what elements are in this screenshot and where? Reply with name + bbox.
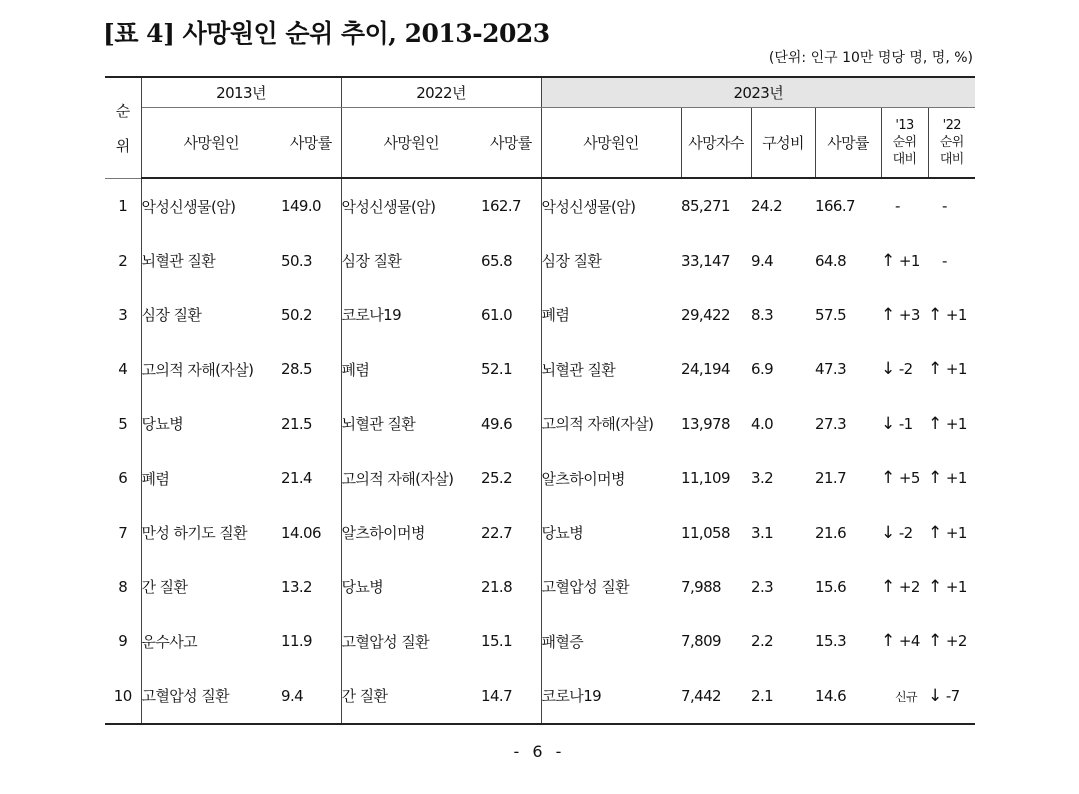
rate-2022-cell: 52.1 bbox=[481, 342, 541, 396]
share-2023-cell: 2.1 bbox=[751, 686, 774, 705]
rank-cell: 1 bbox=[105, 178, 141, 233]
deaths-2023-cell: 85,271 bbox=[681, 197, 730, 216]
rank-header-line2: 위 bbox=[115, 136, 130, 155]
rank-cell: 6 bbox=[105, 451, 141, 505]
rank-change-vs-2022-cell bbox=[928, 614, 975, 668]
rank-change-vs-2013-cell bbox=[881, 342, 928, 396]
cause-2022-cell: 고의적 자해(자살) bbox=[341, 469, 454, 488]
rate-2023-cell: 14.6 bbox=[815, 686, 847, 705]
cause-2023-cell: 폐렴 bbox=[541, 306, 570, 325]
share-2023-cell: 24.2 bbox=[751, 197, 783, 216]
table-row bbox=[105, 614, 975, 668]
deaths-2023-cell: 29,422 bbox=[681, 305, 730, 324]
rank-cell: 5 bbox=[105, 397, 141, 451]
cause-2023-cell: 당뇨병 bbox=[541, 524, 584, 543]
rank-cell: 4 bbox=[105, 342, 141, 396]
share-2023-cell: 3.2 bbox=[751, 469, 774, 488]
rank-change-arrow-icon: ↑ bbox=[928, 576, 942, 597]
rank-change-value: 신규 bbox=[895, 689, 918, 704]
cause-2022-cell: 간 질환 bbox=[341, 687, 388, 706]
table-row bbox=[105, 342, 975, 396]
rank-change-vs-2013-cell bbox=[881, 233, 928, 287]
deaths-2023-cell: 7,442 bbox=[681, 686, 721, 705]
rank-change-vs-2013-cell bbox=[881, 288, 928, 342]
rank-change-value: +1 bbox=[945, 305, 967, 324]
deaths-2023-cell: 33,147 bbox=[681, 251, 730, 270]
rate-2023-cell: 47.3 bbox=[815, 360, 847, 379]
year-2013-header: 2013년 bbox=[141, 77, 341, 108]
rate-2023-cell: 57.5 bbox=[815, 305, 847, 324]
rate-2023-cell: 21.6 bbox=[815, 523, 847, 542]
cause-2022-cell: 고혈압성 질환 bbox=[341, 632, 430, 651]
rate-2013-cell: 21.4 bbox=[281, 451, 341, 505]
rank-change-arrow-icon: ↑ bbox=[881, 468, 895, 489]
cause-2022-cell: 뇌혈관 질환 bbox=[341, 415, 416, 434]
rate-2023-cell: 21.7 bbox=[815, 469, 847, 488]
deaths-2023-cell: 11,058 bbox=[681, 523, 730, 542]
rank-change-value: - bbox=[942, 251, 947, 270]
rate-2013-cell: 50.3 bbox=[281, 233, 341, 287]
death-cause-table bbox=[105, 76, 975, 725]
rank-change-value: +3 bbox=[898, 305, 920, 324]
year-2023-header: 2023년 bbox=[541, 77, 975, 108]
table-row bbox=[105, 178, 975, 233]
deaths-2023-cell: 11,109 bbox=[681, 469, 730, 488]
cause-2013-cell: 만성 하기도 질환 bbox=[141, 524, 248, 543]
share-2023-cell: 3.1 bbox=[751, 523, 774, 542]
rank-change-vs-2013-cell bbox=[881, 560, 928, 614]
rank-header-line1: 순 bbox=[115, 101, 130, 120]
rate-2022-cell: 25.2 bbox=[481, 451, 541, 505]
rank-cell: 10 bbox=[105, 669, 141, 724]
deaths-2023-cell: 7,988 bbox=[681, 577, 721, 596]
rank-change-vs-2013-cell bbox=[881, 669, 928, 724]
cause-2023-cell: 코로나19 bbox=[541, 687, 602, 706]
table-row bbox=[105, 560, 975, 614]
table-body bbox=[105, 178, 975, 724]
cause-2013-cell: 심장 질환 bbox=[141, 306, 202, 325]
cause-2013-cell: 악성신생물(암) bbox=[141, 197, 236, 216]
rank-cell: 7 bbox=[105, 505, 141, 559]
cause-2022-cell: 심장 질환 bbox=[341, 252, 402, 271]
rank-change-vs-2022-cell bbox=[928, 178, 975, 233]
rate-2023-cell: 15.3 bbox=[815, 632, 847, 651]
rate-2013-cell: 149.0 bbox=[281, 178, 341, 233]
cause-2013-cell: 간 질환 bbox=[141, 578, 188, 597]
rank-change-value: +1 bbox=[945, 360, 967, 379]
table-row bbox=[105, 505, 975, 559]
rank-change-value: -1 bbox=[898, 414, 913, 433]
rate-2022-cell: 61.0 bbox=[481, 288, 541, 342]
rate-2013-cell: 13.2 bbox=[281, 560, 341, 614]
table-row bbox=[105, 397, 975, 451]
share-2023-cell: 6.9 bbox=[751, 360, 774, 379]
rank-change-vs-2013-cell bbox=[881, 451, 928, 505]
rank-change-vs-2022-cell bbox=[928, 560, 975, 614]
rank-change-value: +1 bbox=[898, 251, 920, 270]
rate-2023-cell: 27.3 bbox=[815, 414, 847, 433]
rank-change-vs-2013-cell bbox=[881, 505, 928, 559]
deaths-2023-cell: 7,809 bbox=[681, 632, 721, 651]
cause-2022-cell: 폐렴 bbox=[341, 360, 370, 379]
rank-change-arrow-icon: ↑ bbox=[928, 359, 942, 380]
rank-change-arrow-icon: ↑ bbox=[928, 413, 942, 434]
rate-2022-cell: 14.7 bbox=[481, 669, 541, 724]
rank-change-arrow-icon: ↑ bbox=[881, 576, 895, 597]
cause-2022-cell: 당뇨병 bbox=[341, 578, 384, 597]
rank-change-vs-2022-cell bbox=[928, 288, 975, 342]
rate-2013-cell: 28.5 bbox=[281, 342, 341, 396]
rate-2023-header: 사망률 bbox=[815, 108, 881, 179]
rank-change-value: - bbox=[942, 197, 947, 216]
rank-change-value: +2 bbox=[898, 577, 920, 596]
rank-change-value: +1 bbox=[945, 414, 967, 433]
cause-2013-cell: 고의적 자해(자살) bbox=[141, 360, 254, 379]
rank-cell: 2 bbox=[105, 233, 141, 287]
rank-change-arrow-icon: ↓ bbox=[881, 359, 895, 380]
rate-2022-cell: 65.8 bbox=[481, 233, 541, 287]
rank-change-vs-2022-cell bbox=[928, 451, 975, 505]
vs-2022-header-line1: '22 bbox=[942, 118, 961, 133]
cause-2023-cell: 고혈압성 질환 bbox=[541, 578, 630, 597]
rate-2013-cell: 50.2 bbox=[281, 288, 341, 342]
rank-change-arrow-icon: ↑ bbox=[928, 304, 942, 325]
share-2023-cell: 9.4 bbox=[751, 251, 774, 270]
cause-2022-cell: 알츠하이머병 bbox=[341, 524, 425, 543]
year-2022-header: 2022년 bbox=[341, 77, 541, 108]
rate-2023-cell: 64.8 bbox=[815, 251, 847, 270]
rank-cell: 3 bbox=[105, 288, 141, 342]
cause-2022-cell: 악성신생물(암) bbox=[341, 197, 436, 216]
rate-2022-cell: 22.7 bbox=[481, 505, 541, 559]
rank-change-arrow-icon: ↓ bbox=[881, 522, 895, 543]
rank-change-vs-2013-cell bbox=[881, 614, 928, 668]
cause-2023-header: 사망원인 bbox=[541, 108, 681, 179]
rank-change-arrow-icon: ↓ bbox=[928, 685, 942, 706]
cause-2022-header: 사망원인 bbox=[341, 108, 481, 179]
deaths-2023-cell: 13,978 bbox=[681, 414, 730, 433]
deaths-2023-cell: 24,194 bbox=[681, 360, 730, 379]
cause-2013-cell: 고혈압성 질환 bbox=[141, 687, 230, 706]
deaths-2023-header: 사망자수 bbox=[681, 108, 751, 179]
rank-header bbox=[105, 77, 141, 178]
rank-change-arrow-icon: ↑ bbox=[881, 631, 895, 652]
table-title: [표 4] 사망원인 순위 추이, 2013-2023 bbox=[103, 19, 550, 48]
rank-change-arrow-icon: ↑ bbox=[928, 468, 942, 489]
vs-2013-header-line3: 대비 bbox=[892, 152, 917, 167]
rank-change-value: +5 bbox=[898, 469, 920, 488]
rate-2013-cell: 21.5 bbox=[281, 397, 341, 451]
vs-2022-header-line2: 순위 bbox=[939, 135, 964, 150]
unit-note: (단위: 인구 10만 명당 명, 명, %) bbox=[768, 50, 973, 66]
rank-change-vs-2022-cell bbox=[928, 397, 975, 451]
rank-change-value: +1 bbox=[945, 577, 967, 596]
cause-2023-cell: 패혈증 bbox=[541, 632, 584, 651]
rank-change-arrow-icon: ↑ bbox=[881, 304, 895, 325]
share-2023-header: 구성비 bbox=[751, 108, 815, 179]
rate-2013-cell: 14.06 bbox=[281, 505, 341, 559]
table-row bbox=[105, 288, 975, 342]
rate-2022-cell: 15.1 bbox=[481, 614, 541, 668]
cause-2013-cell: 당뇨병 bbox=[141, 415, 184, 434]
rank-cell: 9 bbox=[105, 614, 141, 668]
cause-2023-cell: 심장 질환 bbox=[541, 252, 602, 271]
vs-2013-header-line1: '13 bbox=[895, 118, 914, 133]
rank-change-value: -7 bbox=[945, 686, 960, 705]
share-2023-cell: 4.0 bbox=[751, 414, 774, 433]
cause-2013-cell: 운수사고 bbox=[141, 632, 198, 651]
rank-change-vs-2013-cell bbox=[881, 178, 928, 233]
rate-2022-cell: 162.7 bbox=[481, 178, 541, 233]
vs-2013-header bbox=[881, 108, 928, 179]
rank-change-value: - bbox=[895, 197, 900, 216]
rank-change-value: +1 bbox=[945, 469, 967, 488]
cause-2023-cell: 악성신생물(암) bbox=[541, 197, 636, 216]
vs-2022-header bbox=[928, 108, 975, 179]
rank-cell: 8 bbox=[105, 560, 141, 614]
rate-2022-header: 사망률 bbox=[481, 108, 541, 179]
rank-change-vs-2022-cell bbox=[928, 233, 975, 287]
rate-2023-cell: 166.7 bbox=[815, 197, 855, 216]
rank-change-value: +2 bbox=[945, 632, 967, 651]
cause-2013-cell: 뇌혈관 질환 bbox=[141, 252, 216, 271]
share-2023-cell: 8.3 bbox=[751, 305, 774, 324]
rank-change-arrow-icon: ↑ bbox=[928, 631, 942, 652]
rate-2022-cell: 21.8 bbox=[481, 560, 541, 614]
rank-change-vs-2013-cell bbox=[881, 397, 928, 451]
vs-2013-header-line2: 순위 bbox=[892, 135, 917, 150]
cause-2023-cell: 알츠하이머병 bbox=[541, 469, 625, 488]
rank-change-value: -2 bbox=[898, 523, 913, 542]
cause-2013-header: 사망원인 bbox=[141, 108, 281, 179]
rank-change-vs-2022-cell bbox=[928, 342, 975, 396]
rank-change-arrow-icon: ↑ bbox=[928, 522, 942, 543]
share-2023-cell: 2.2 bbox=[751, 632, 774, 651]
vs-2022-header-line3: 대비 bbox=[939, 152, 964, 167]
rank-change-arrow-icon: ↓ bbox=[881, 413, 895, 434]
rank-change-value: +4 bbox=[898, 632, 920, 651]
cause-2022-cell: 코로나19 bbox=[341, 306, 402, 325]
rate-2022-cell: 49.6 bbox=[481, 397, 541, 451]
rank-change-value: +1 bbox=[945, 523, 967, 542]
page-number: - 6 - bbox=[513, 742, 566, 761]
rank-change-vs-2022-cell bbox=[928, 505, 975, 559]
share-2023-cell: 2.3 bbox=[751, 577, 774, 596]
rate-2013-cell: 11.9 bbox=[281, 614, 341, 668]
table-row bbox=[105, 451, 975, 505]
table-row bbox=[105, 669, 975, 724]
rate-2013-cell: 9.4 bbox=[281, 669, 341, 724]
rate-2023-cell: 15.6 bbox=[815, 577, 847, 596]
cause-2023-cell: 뇌혈관 질환 bbox=[541, 360, 616, 379]
rate-2013-header: 사망률 bbox=[281, 108, 341, 179]
cause-2023-cell: 고의적 자해(자살) bbox=[541, 415, 654, 434]
rank-change-vs-2022-cell bbox=[928, 669, 975, 724]
rank-change-value: -2 bbox=[898, 360, 913, 379]
cause-2013-cell: 폐렴 bbox=[141, 469, 170, 488]
rank-change-arrow-icon: ↑ bbox=[881, 250, 895, 271]
table-row bbox=[105, 233, 975, 287]
